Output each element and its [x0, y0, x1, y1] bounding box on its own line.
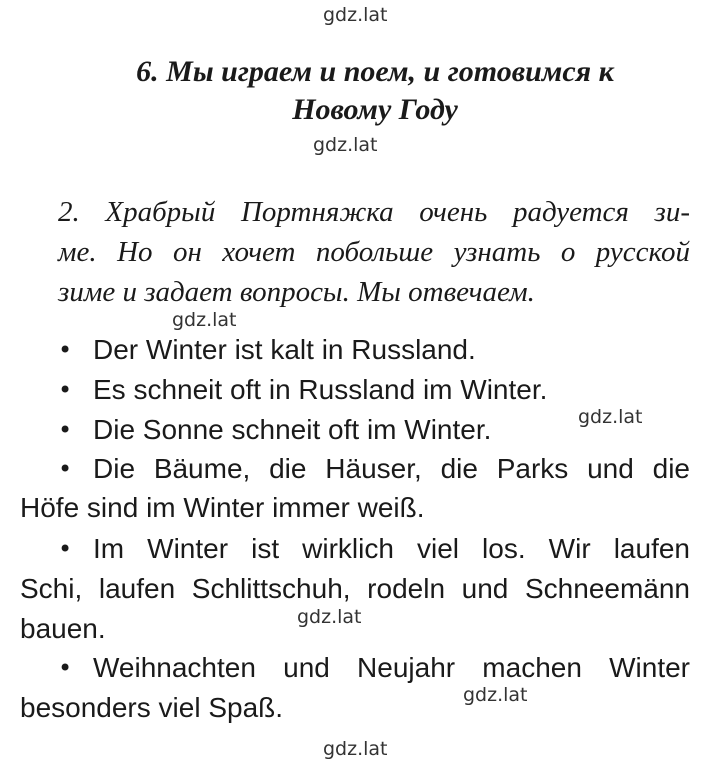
bullet-icon: • [58, 455, 73, 483]
answer-5-line-3: bauen. [20, 613, 106, 644]
answer-6-line-1: Weihnachten und Neujahr machen Winter [93, 652, 690, 683]
bullet-icon: • [58, 535, 73, 563]
answer-4-line-1: Die Bäume, die Häuser, die Parks und die [93, 453, 690, 484]
watermark-text: gdz.lat [323, 4, 388, 26]
answer-5-line-2: Schi, laufen Schlittschuh, rodeln und Schneemänn [20, 573, 690, 604]
watermark-text: gdz.lat [323, 738, 388, 760]
watermark-text: gdz.lat [172, 309, 237, 331]
answer-5-line-1: Im Winter ist wirklich viel los. Wir laufen [93, 533, 690, 564]
task-text-line-1: 2. Храбрый Портняжка очень радуется зи- [58, 196, 690, 228]
page-title-line-1: 6. Мы играем и поем, и готовимся к [136, 55, 614, 88]
bullet-icon: • [58, 376, 73, 404]
watermark-text: gdz.lat [313, 134, 378, 156]
bullet-icon: • [58, 654, 73, 682]
task-text-line-2: ме. Но он хочет побольше узнать о русской [58, 236, 690, 268]
answer-6-line-2: besonders viel Spaß. [20, 692, 284, 723]
watermark-text: gdz.lat [297, 606, 362, 628]
answer-4-line-2: Höfe sind im Winter immer weiß. [20, 492, 425, 523]
answer-3: Die Sonne schneit oft im Winter. [93, 414, 492, 445]
answer-2: Es schneit oft in Russland im Winter. [93, 374, 548, 405]
page-title-line-2: Новому Году [292, 93, 458, 126]
bullet-icon: • [58, 336, 73, 364]
watermark-text: gdz.lat [578, 406, 643, 428]
watermark-text: gdz.lat [463, 684, 528, 706]
bullet-icon: • [58, 416, 73, 444]
task-text-line-3: зиме и задает вопросы. Мы отвечаем. [58, 276, 535, 308]
answer-1: Der Winter ist kalt in Russland. [93, 334, 476, 365]
